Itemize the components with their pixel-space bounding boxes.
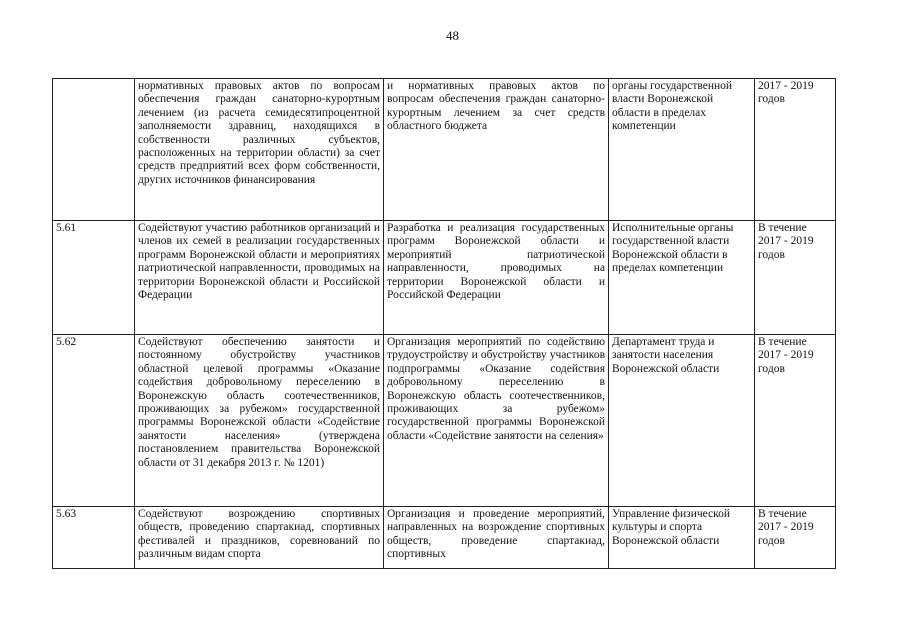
item-number-cell: 5.63 [53, 507, 135, 569]
table-row [53, 221, 836, 335]
government-measure-cell: Организация мероприятий по содействию трудоустройству и обустройству участников подпрограммы «Оказание содействия добровольному переселению в Воронежскую область соотечественников, проживающих за рубежом» государственной программы Воронежской области «Содействие занятости на селения» [384, 335, 609, 507]
responsible-body-cell: Исполнительные органы государственной власти Воронежской области в пределах компетенции [609, 221, 755, 335]
responsible-body-cell: Управление физической культуры и спорта Воронежской области [609, 507, 755, 569]
parties-commitment-cell: нормативных правовых актов по вопросам обеспечения граждан санаторно-курортным лечением (из расчета семидесятипроцентной заполняемости здравниц, находящихся в собственности различных субъектов, расположенных на территории области) за счет средств предприятий всех форм собственности, других источников финансирования [135, 79, 384, 221]
deadline-cell: В течение 2017 - 2019 годов [755, 335, 836, 507]
responsible-body-cell: органы государственной власти Воронежской области в пределах компетенции [609, 79, 755, 221]
parties-commitment-cell: Содействуют обеспечению занятости и постоянному обустройству участников областной целевой программы «Оказание содействия добровольному переселению в Воронежскую область соотечественников, проживающих за рубежом» государственной программы Воронежской области «Содействие занятости населения» (утверждена постановлением правительства Воронежской области от 31 декабря 2013 г. № 1201) [135, 335, 384, 507]
measures-table [52, 78, 836, 569]
parties-commitment-cell: Содействуют возрождению спортивных обществ, проведению спартакиад, спортивных фестивалей и праздников, соревнований по различным видам спорта [135, 507, 384, 569]
government-measure-cell: Разработка и реализация государственных программ Воронежской области и мероприятий патриотической направленности, проводимых на территории Воронежской области и Российской Федерации [384, 221, 609, 335]
deadline-cell: В течение 2017 - 2019 годов [755, 507, 836, 569]
deadline-cell: 2017 - 2019 годов [755, 79, 836, 221]
parties-commitment-cell: Содействуют участию работников организаций и членов их семей в реализации государственных программ Воронежской области и мероприятиях патриотической направленности, проводимых на территории Воронежской области и Российской Федерации [135, 221, 384, 335]
page-number: 48 [446, 28, 459, 43]
table-row [53, 507, 836, 569]
government-measure-cell: и нормативных правовых актов по вопросам обеспечения граждан санаторно-курортным лечением за счет средств областного бюджета [384, 79, 609, 221]
item-number-cell [53, 79, 135, 221]
table-row [53, 335, 836, 507]
item-number-cell: 5.61 [53, 221, 135, 335]
table-row [53, 79, 836, 221]
item-number-cell: 5.62 [53, 335, 135, 507]
deadline-cell: В течение 2017 - 2019 годов [755, 221, 836, 335]
government-measure-cell: Организация и проведение мероприятий, направленных на возрождение спортивных обществ, проведение спартакиад, спортивных [384, 507, 609, 569]
responsible-body-cell: Департамент труда и занятости населения Воронежской области [609, 335, 755, 507]
